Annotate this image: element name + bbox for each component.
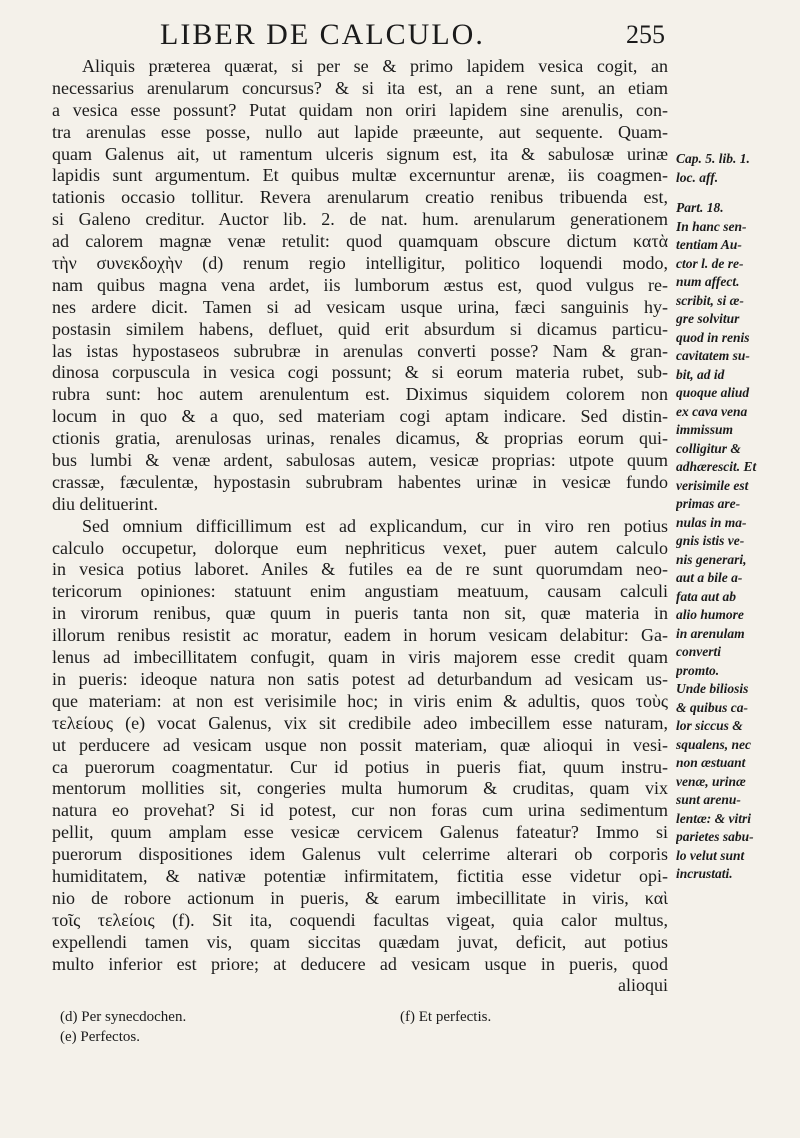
margin-note-line: in arenulam [676,625,745,641]
text-line: tationis occasio tollitur. Revera arenularum creatio renibus tribuenda est, [52,187,668,208]
margin-note-line: cavitatem su- [676,348,750,363]
text-line: postasin similem habens, defluet, quid erit absurdum si dicamus particu- [52,318,668,339]
text-line: pellit, quum amplam esse vesicæ cervicem Galenus fateatur? Immo si [52,822,668,843]
text-line: illorum renibus resistit ac moratur, eadem in horum vesicam delabitur: Ga- [52,625,668,646]
margin-note-line: In hanc sen- [676,218,747,234]
margin-note-line: ctor l. de re- [676,255,744,271]
margin-note-line: tentiam Au- [676,237,742,252]
text-line: locum in quo & a quo, sed materiam cogi aptam indicare. Sed distin- [52,406,668,427]
margin-notes [676,150,796,884]
margin-note-line: num affect. [676,274,740,289]
footnote-d: (d) Per synecdochen. [60,1009,187,1025]
text-line: diu delituerint. [52,493,158,514]
footnote-f: (f) Et perfectis. [400,1009,492,1025]
text-line: calculo occupetur, dolorque eum nephriticus vexet, puer autem calculo [52,537,668,558]
margin-note-line: parietes sabu- [676,829,754,844]
margin-note-line: primas are- [676,496,741,511]
margin-note-line: incrustati. [676,866,733,881]
margin-note-line: nulas in ma- [676,514,747,530]
running-title: LIBER DE CALCULO. [160,18,485,51]
text-line: quam Galenus ait, ut ramentum ulceris signum est, ita & sabulosæ urinæ [52,143,668,164]
text-line: τελείους (e) vocat Galenus, vix sit credibile adeo imbecillem esse naturam, [52,712,668,733]
text-line: necessarius arenularum concursus? & si ita est, an a rene sunt, an etiam [52,77,668,98]
text-line: rubra sunt: hoc autem arenulentum est. Diximus siquidem colorem non [52,384,668,405]
margin-note-line: bit, ad id [676,366,725,382]
text-line: que materiam: at non est verisimile hoc; in viris enim & adultis, quos τοὺς [52,690,668,711]
margin-note-line: aut a bile a- [676,570,743,585]
margin-note-line: ex cava vena [676,403,748,419]
text-line: tra arenulas esse posse, nullo aut lapide præeunte, aut sequente. Quam- [52,121,668,142]
text-line: ad calorem magnæ venæ retulit: quod quamquam obscure dictum κατὰ [52,231,668,252]
margin-note-line: promto. [676,662,720,678]
text-line: lenus ad imbecillitatem confugit, quam in viris majorem esse credit quam [52,647,668,668]
margin-note-line: converti [676,644,721,659]
text-line: natura eo provehat? Si id potest, cur non foras cum urina sedimentum [52,800,668,821]
text-line: ctionis gratia, arenulosas urinas, renales dicamus, & proprias eorum qui- [52,428,668,449]
text-line: alioqui [618,975,668,996]
text-line: multo inferior est priore; at deducere ad vesicam usque in pueris, quod [52,953,668,974]
text-line: ca puerorum coagmentatur. Cur id potius in pueris fiat, quum instru- [52,756,668,777]
text-line: τοῖς τελείοις (f). Sit ita, coquendi facultas vigeat, quia calor multus, [52,909,668,930]
text-line: nam quibus magna vena ardet, iis lumborum æstus est, quod vulgus re- [52,274,668,295]
margin-note-line: colligitur & [676,440,741,456]
text-line: dinosa corpuscula in vesica cogi possunt; & si eorum materia rubet, sub- [52,362,668,383]
text-line: in pueris: ideoque natura non satis potest ad deturbandum ad vesicam us- [52,668,668,689]
margin-note-line: fata aut ab [676,588,737,604]
text-line: Sed omnium difficillimum est ad explicandum, cur in viro ren potius [82,515,668,536]
text-line: puerorum dispositiones idem Galenus vult celerrime alterari ob corporis [52,844,668,865]
text-line: Aliquis præterea quærat, si per se & primo lapidem vesica cogit, an [82,56,668,76]
text-line: bus lumbi & venæ ardent, sabulosas autem, vesicæ proprias: utpote quum [52,450,668,471]
main-text-block [52,56,668,997]
margin-note-line: verisimile est [676,477,749,493]
margin-note-line: quod in renis [676,329,750,345]
margin-note-line: loc. aff. [676,169,719,185]
margin-note-line: quoque aliud [676,385,750,400]
text-line: lapidis sunt argumentum. Et quibus multæ excernuntur arenæ, iis coagmen- [52,165,668,186]
margin-note-line: Cap. 5. lib. 1. [676,151,750,166]
margin-note-line [676,187,796,199]
margin-note-line: nis generari, [676,551,747,567]
margin-note-line: gnis istis ve- [676,533,745,548]
margin-note-line: sunt arenu- [676,792,741,807]
margin-note-line: venæ, urinæ [676,773,746,789]
text-line: in vesica potius laboret. Aniles & futiles ea de re sunt quorumdam neo- [52,559,668,580]
text-line: ut perducere ad vesicam usque non possit materiam, quæ alioqui in vesi- [52,734,668,755]
margin-note-line: scribit, si æ- [676,292,744,308]
text-line: mentorum mollities sit, congeries multa humorum & cruditas, quam vix [52,778,668,799]
text-line: a vesica esse possunt? Putat quidam non oriri lapidem sine arenulis, con- [52,99,668,120]
footnote-e: (e) Perfectos. [60,1029,140,1045]
margin-note-line: gre solvitur [676,311,740,326]
page-number: 255 [626,20,665,49]
text-line: nes ardere dicit. Tamen si ad vesicam usque urina, fæci sanguinis hy- [52,296,668,317]
margin-note-line: lentæ: & vitri [676,810,751,826]
margin-note-line: lo velut sunt [676,847,745,863]
text-line: expellendi tamen vis, quam siccitas quædam juvat, deficit, aut potius [52,931,668,952]
margin-note-line: alio humore [676,607,744,622]
text-line: crassæ, fæculentæ, hypostasin subrubram habentes urinæ in vesicæ fundo [52,471,668,492]
text-line: humiditatem, & nativæ potentiæ infirmitatem, fictitia esse videtur opi- [52,865,668,886]
margin-note-line: Unde biliosis [676,681,749,696]
margin-note-line: adhærescit. Et [676,459,757,474]
text-line: τὴν συνεκδοχὴν (d) renum regio intelligitur, politico loquendi modo, [52,253,668,274]
text-line: si Galeno creditur. Auctor lib. 2. de nat. hum. arenularum generationem [52,209,668,230]
text-line: in virorum renibus, quæ quum in pueris tanta non sit, quæ materia in [52,603,668,624]
margin-note-line: & quibus ca- [676,699,749,715]
margin-note-line: Part. 18. [676,200,724,215]
margin-note-line: lor siccus & [676,718,743,733]
margin-note-line: non æstuant [676,755,746,770]
margin-note-line: squalens, nec [676,736,752,752]
margin-note-line: immissum [676,422,734,437]
text-line: las istas hypostaseos subrubræ in arenulas converti posse? Nam & gran- [52,340,668,361]
text-line: nio de robore actionum in pueris, & earum imbecillitate in viris, καὶ [52,887,668,908]
text-line: tericorum opiniones: statuunt enim angustiam meatuum, causam calculi [52,581,668,602]
